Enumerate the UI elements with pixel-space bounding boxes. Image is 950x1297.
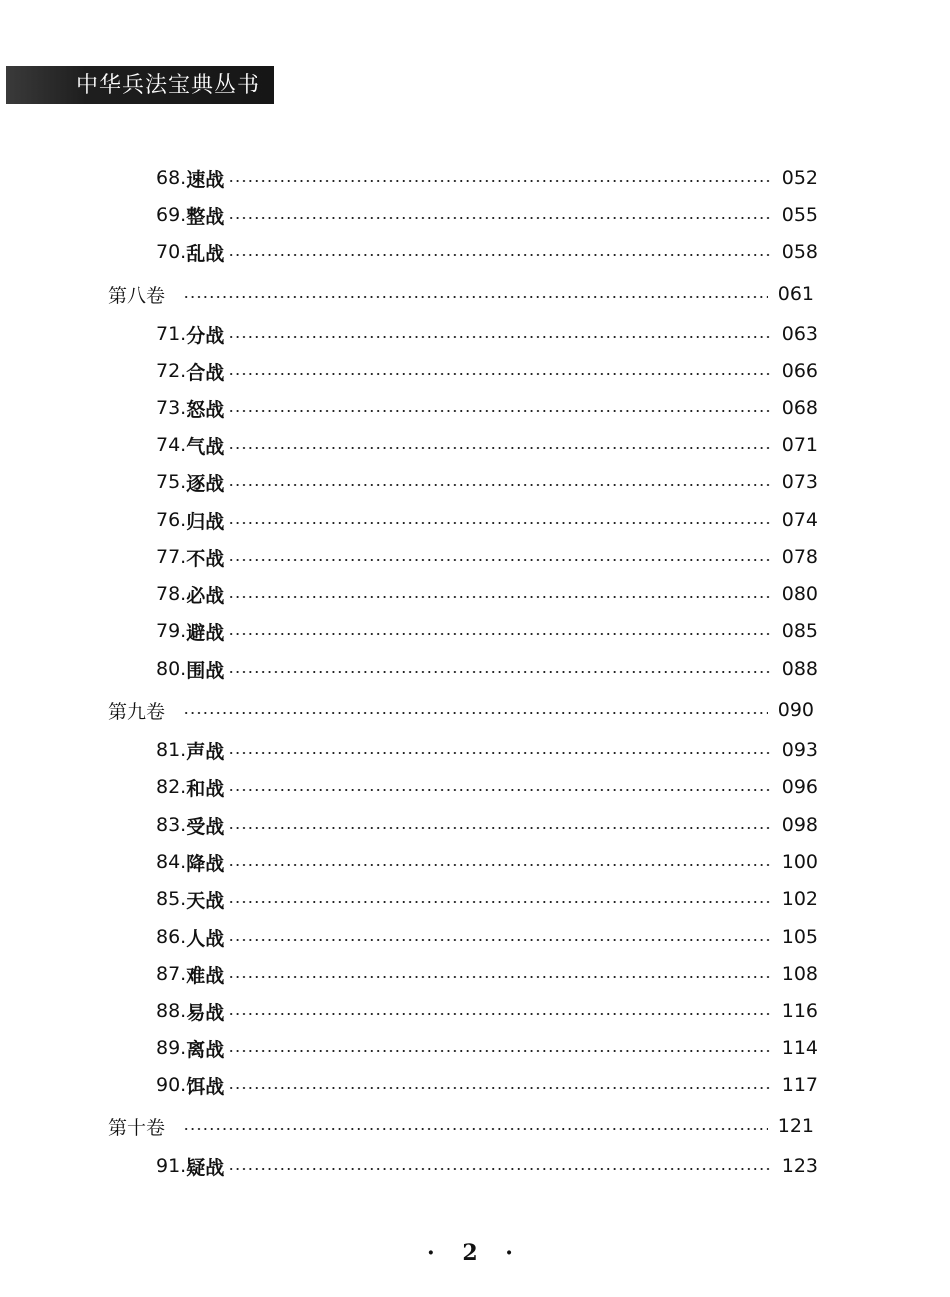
- dot-leader: [228, 1168, 772, 1170]
- toc-entry-title: 乱战: [186, 242, 225, 265]
- toc-entry-row: [156, 505, 818, 535]
- toc-entry-number: 76.: [156, 509, 187, 531]
- toc-page-number: 105: [781, 926, 818, 948]
- toc-page-number: 098: [781, 814, 818, 836]
- toc-entry-number: 75.: [156, 471, 187, 493]
- toc-entry-title: 围战: [186, 659, 225, 682]
- dot-leader: [183, 712, 768, 714]
- toc-page-number: 066: [781, 360, 818, 382]
- toc-entry-row: [156, 847, 818, 877]
- toc-entry-title: 人战: [186, 927, 225, 950]
- toc-entry-number: 87.: [156, 963, 187, 985]
- dot-leader: [228, 217, 772, 219]
- toc-entry-title: 降战: [186, 852, 225, 875]
- toc-page-number: 108: [781, 963, 818, 985]
- dot-leader: [228, 254, 772, 256]
- toc-page-number: 085: [781, 620, 818, 642]
- toc-entry-title: 声战: [186, 740, 225, 763]
- toc-volume-row: [108, 695, 814, 725]
- toc-page-number: 114: [781, 1037, 818, 1059]
- toc-entry-number: 83.: [156, 814, 187, 836]
- toc-entry-title: 怒战: [186, 398, 225, 421]
- toc-entry-number: 90.: [156, 1074, 187, 1096]
- toc-entry-row: [156, 356, 818, 386]
- toc-entry-title: 必战: [186, 584, 225, 607]
- toc-entry-row: [156, 467, 818, 497]
- toc-page-number: 073: [781, 471, 818, 493]
- toc-page-number: 078: [781, 546, 818, 568]
- toc-entry-number: 79.: [156, 620, 187, 642]
- dot-leader: [228, 180, 772, 182]
- toc-entry-row: [156, 735, 818, 765]
- toc-page-number: 061: [777, 283, 814, 305]
- toc-entry-number: 85.: [156, 888, 187, 910]
- toc-entry-title: 合战: [186, 361, 225, 384]
- toc-page-number: 058: [781, 241, 818, 263]
- dot-leader: [228, 864, 772, 866]
- toc-page-number: 117: [781, 1074, 818, 1096]
- dot-leader: [228, 596, 772, 598]
- toc-entry-number: 81.: [156, 739, 187, 761]
- dot-leader: [183, 1128, 768, 1130]
- toc-page-number: 074: [781, 509, 818, 531]
- toc-entry-title: 不战: [186, 547, 225, 570]
- toc-entry-row: [156, 772, 818, 802]
- toc-page-number: 121: [777, 1115, 814, 1137]
- toc-entry-title: 整战: [186, 205, 225, 228]
- dot-leader: [228, 633, 772, 635]
- dot-leader: [228, 752, 772, 754]
- toc-entry-title: 速战: [186, 168, 225, 191]
- toc-entry-number: 71.: [156, 323, 187, 345]
- toc-entry-row: [156, 810, 818, 840]
- toc-entry-title: 逐战: [186, 472, 225, 495]
- toc-entry-number: 74.: [156, 434, 187, 456]
- toc-page-number: 088: [781, 658, 818, 680]
- toc-entry-number: 72.: [156, 360, 187, 382]
- toc-entry-number: 80.: [156, 658, 187, 680]
- toc-page-number: 123: [781, 1155, 818, 1177]
- toc-entry-number: 89.: [156, 1037, 187, 1059]
- toc-entry-row: [156, 616, 818, 646]
- toc-page-number: 093: [781, 739, 818, 761]
- dot-leader: [228, 484, 772, 486]
- dot-leader: [228, 447, 772, 449]
- dot-leader: [228, 336, 772, 338]
- dot-leader: [228, 901, 772, 903]
- toc-entry-row: [156, 1033, 818, 1063]
- toc-entry-row: [156, 579, 818, 609]
- dot-leader: [228, 373, 772, 375]
- toc-entry-title: 天战: [186, 889, 225, 912]
- toc-volume-row: [108, 279, 814, 309]
- dot-leader: [228, 939, 772, 941]
- toc-entry-row: [156, 654, 818, 684]
- toc-entry-number: 69.: [156, 204, 187, 226]
- toc-entry-title: 离战: [186, 1038, 225, 1061]
- toc-entry-row: [156, 430, 818, 460]
- toc-page-number: 052: [781, 167, 818, 189]
- toc-entry-row: [156, 1151, 818, 1181]
- toc-volume-row: [108, 1111, 814, 1141]
- dot-leader: [183, 296, 768, 298]
- toc-entry-number: 70.: [156, 241, 187, 263]
- toc-page-number: 055: [781, 204, 818, 226]
- dot-leader: [228, 1087, 772, 1089]
- toc-entry-title: 气战: [186, 435, 225, 458]
- toc-entry-number: 73.: [156, 397, 187, 419]
- toc-entry-title: 归战: [186, 510, 225, 533]
- toc-entry-row: [156, 542, 818, 572]
- toc-volume-title: 第九卷: [108, 700, 166, 723]
- series-title: 中华兵法宝典丛书: [76, 73, 261, 98]
- toc-entry-title: 饵战: [186, 1075, 225, 1098]
- toc-entry-row: [156, 319, 818, 349]
- toc-entry-title: 难战: [186, 964, 225, 987]
- toc-entry-title: 分战: [186, 324, 225, 347]
- dot-leader: [228, 410, 772, 412]
- toc-entry-number: 86.: [156, 926, 187, 948]
- toc-volume-title: 第十卷: [108, 1116, 166, 1139]
- toc-volume-title: 第八卷: [108, 284, 166, 307]
- page-number: · 2 ·: [427, 1240, 523, 1266]
- toc-entry-number: 82.: [156, 776, 187, 798]
- toc-page-number: 102: [781, 888, 818, 910]
- dot-leader: [228, 827, 772, 829]
- toc-entry-title: 易战: [186, 1001, 225, 1024]
- toc-entry-title: 受战: [186, 815, 225, 838]
- toc-entry-row: [156, 163, 818, 193]
- toc-entry-number: 77.: [156, 546, 187, 568]
- dot-leader: [228, 671, 772, 673]
- dot-leader: [228, 522, 772, 524]
- toc-page-number: 100: [781, 851, 818, 873]
- dot-leader: [228, 1050, 772, 1052]
- toc-entry-row: [156, 959, 818, 989]
- toc-page-number: 096: [781, 776, 818, 798]
- toc-entry-title: 避战: [186, 621, 225, 644]
- toc-entry-number: 68.: [156, 167, 187, 189]
- toc-page-number: 068: [781, 397, 818, 419]
- toc-page-number: 071: [781, 434, 818, 456]
- toc-page-number: 116: [781, 1000, 818, 1022]
- toc-page-number: 080: [781, 583, 818, 605]
- toc-entry-row: [156, 1070, 818, 1100]
- toc-entry-row: [156, 237, 818, 267]
- toc-entry-title: 疑战: [186, 1156, 225, 1179]
- dot-leader: [228, 976, 772, 978]
- toc-entry-number: 78.: [156, 583, 187, 605]
- toc-entry-row: [156, 884, 818, 914]
- toc-entry-number: 91.: [156, 1155, 187, 1177]
- toc-entry-row: [156, 996, 818, 1026]
- toc-page-number: 063: [781, 323, 818, 345]
- toc-entry-row: [156, 393, 818, 423]
- dot-leader: [228, 1013, 772, 1015]
- dot-leader: [228, 559, 772, 561]
- toc-entry-row: [156, 922, 818, 952]
- toc-entry-title: 和战: [186, 777, 225, 800]
- dot-leader: [228, 789, 772, 791]
- toc-entry-row: [156, 200, 818, 230]
- toc-entry-number: 84.: [156, 851, 187, 873]
- toc-entry-number: 88.: [156, 1000, 187, 1022]
- toc-page-number: 090: [777, 699, 814, 721]
